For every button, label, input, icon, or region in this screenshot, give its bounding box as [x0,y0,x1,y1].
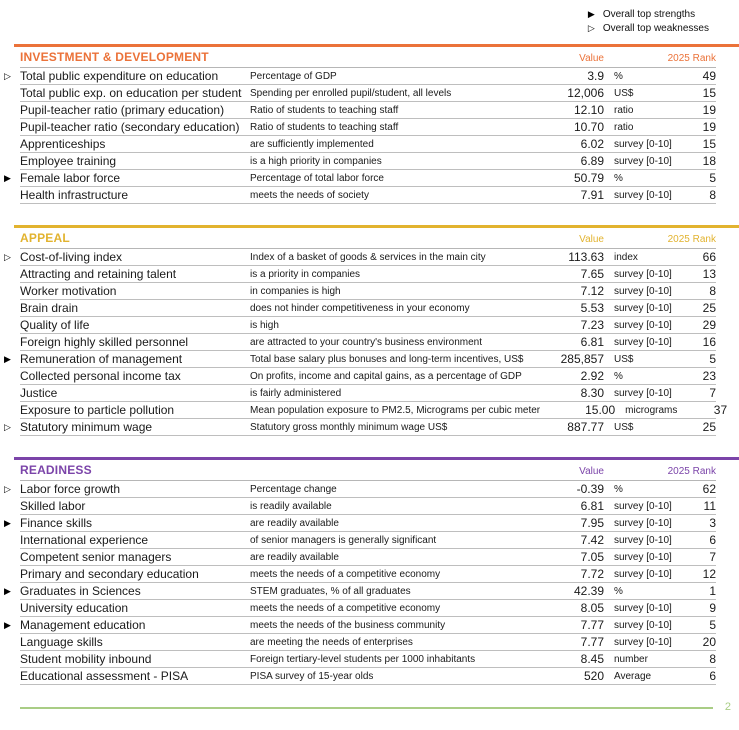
indicator-name: Statutory minimum wage [20,420,153,434]
indicator-unit: survey [0-10] [614,285,672,297]
indicator-description: is readily available [250,500,332,512]
indicator-name: Worker motivation [20,284,117,298]
indicator-rank: 11 [703,499,716,513]
indicator-description: are readily available [250,551,339,563]
legend-weaknesses-label: Overall top weaknesses [602,22,709,34]
indicator-unit: survey [0-10] [614,319,672,331]
section-header [20,228,716,249]
indicator-unit: number [614,653,648,665]
indicator-name: University education [20,601,129,615]
indicator-value: 7.42 [580,533,604,547]
indicator-rank: 15 [702,86,716,100]
indicator-unit: index [614,251,638,263]
indicator-rank: 19 [702,120,716,134]
indicator-description: are readily available [250,517,339,529]
indicator-description: is fairly administered [250,387,342,399]
indicator-description: Spending per enrolled pupil/student, all levels [250,87,452,99]
indicator-description: Percentage of total labor force [250,172,384,184]
indicator-description: Mean population exposure to PM2.5, Micrograms per cubic meter [250,404,541,416]
indicator-unit: survey [0-10] [614,551,672,563]
page-number: 2 [724,701,731,713]
indicator-description: in companies is high [250,285,341,297]
table-row [20,385,716,402]
indicator-description: is a high priority in companies [250,155,382,167]
indicator-description: Percentage change [250,483,337,495]
indicator-value: 8.05 [580,601,604,615]
indicator-rank: 5 [709,352,716,366]
table-row [20,136,716,153]
table-row [20,153,716,170]
table-row [4,481,716,498]
section-title: INVESTMENT & DEVELOPMENT [20,50,209,64]
weakness-triangle-icon: ▷ [4,71,11,81]
section-header [20,460,716,481]
table-row [4,617,716,634]
indicator-unit: ratio [614,104,634,116]
weakness-triangle-icon: ▷ [4,252,11,262]
indicator-unit: micrograms [625,404,678,416]
table-row [20,266,716,283]
indicator-value: 15.00 [585,403,616,417]
table-row [20,402,728,419]
footer [0,703,739,717]
indicator-rank: 7 [709,550,716,564]
indicator-unit: survey [0-10] [614,268,672,280]
indicator-value: 7.05 [580,550,604,564]
table-row [20,317,716,334]
footer-rule [20,707,713,709]
indicator-rank: 20 [702,635,716,649]
indicator-unit: survey [0-10] [614,189,672,201]
indicator-unit: survey [0-10] [614,138,672,150]
section-rows [4,68,716,204]
indicator-value: 6.81 [580,499,604,513]
indicator-rank: 12 [702,567,716,581]
indicator-name: Health infrastructure [20,188,129,202]
indicator-name: Apprenticeships [20,137,106,151]
indicator-name: Pupil-teacher ratio (primary education) [20,103,225,117]
indicator-name: Total public expenditure on education [20,69,219,83]
indicator-rank: 3 [709,516,716,530]
table-row [20,368,716,385]
rank-column-header: 2025 Rank [667,234,716,245]
indicator-name: Skilled labor [20,499,86,513]
indicator-description: of senior managers is generally significant [250,534,437,546]
legend-weaknesses [588,22,709,34]
indicator-rank: 6 [709,669,716,683]
indicator-value: 7.23 [580,318,604,332]
indicator-rank: 5 [709,171,716,185]
strength-triangle-icon: ▶ [4,354,11,364]
indicator-description: are meeting the needs of enterprises [250,636,413,648]
value-column-header: Value [579,466,604,477]
table-row [20,532,716,549]
indicator-value: 5.53 [580,301,604,315]
value-column-header: Value [579,234,604,245]
indicator-rank: 16 [702,335,716,349]
indicator-rank: 25 [702,301,716,315]
indicator-unit: % [614,70,623,82]
indicator-rank: 23 [702,369,716,383]
indicator-value: 7.95 [580,516,604,530]
indicator-value: 3.9 [587,69,604,83]
indicator-description: STEM graduates, % of all graduates [250,585,411,597]
indicator-name: Foreign highly skilled personnel [20,335,189,349]
table-row [4,583,716,600]
table-row [4,68,716,85]
table-row [4,249,716,266]
table-row [4,419,716,436]
indicator-value: 7.77 [580,635,604,649]
indicator-value: 8.30 [580,386,604,400]
indicator-description: Index of a basket of goods & services in the main city [250,251,486,263]
section [4,457,716,685]
table-row [20,549,716,566]
indicator-rank: 19 [702,103,716,117]
indicator-unit: % [614,585,623,597]
section [4,44,716,204]
weakness-triangle-icon: ▷ [4,484,11,494]
table-row [4,515,716,532]
indicator-name: Management education [20,618,146,632]
table-row [20,102,716,119]
table-row [4,170,716,187]
indicator-description: meets the needs of a competitive economy [250,568,441,580]
indicator-value: 6.81 [580,335,604,349]
indicator-rank: 6 [709,533,716,547]
indicator-rank: 62 [702,482,716,496]
weakness-triangle-icon: ▷ [587,23,595,33]
indicator-rank: 29 [702,318,716,332]
indicator-value: 12.10 [573,103,604,117]
indicator-name: Justice [20,386,58,400]
legend-strengths-label: Overall top strengths [602,8,696,20]
indicator-description: does not hinder competitiveness in your economy [250,302,470,314]
indicator-unit: survey [0-10] [614,155,672,167]
legend-strengths [588,8,709,20]
indicator-value: 7.65 [580,267,604,281]
sections-container [0,44,739,706]
indicator-name: Finance skills [20,516,93,530]
indicator-name: Total public exp. on education per student [20,86,242,100]
indicator-name: Employee training [20,154,117,168]
indicator-unit: survey [0-10] [614,568,672,580]
table-row [20,634,716,651]
indicator-value: 8.45 [580,652,604,666]
indicator-description: is high [250,319,279,331]
indicator-description: PISA survey of 15-year olds [250,670,374,682]
indicator-value: 2.92 [580,369,604,383]
rank-column-header: 2025 Rank [667,53,716,64]
indicator-rank: 7 [709,386,716,400]
indicator-description: meets the needs of the business community [250,619,446,631]
indicator-unit: US$ [614,87,634,99]
indicator-description: On profits, income and capital gains, as a percentage of GDP [250,370,522,382]
value-column-header: Value [579,53,604,64]
strength-triangle-icon: ▶ [4,173,11,183]
indicator-unit: survey [0-10] [614,302,672,314]
indicator-unit: % [614,483,623,495]
indicator-name: Competent senior managers [20,550,172,564]
indicator-name: Brain drain [20,301,79,315]
table-row [20,187,716,204]
indicator-rank: 8 [709,284,716,298]
indicator-rank: 37 [713,403,728,417]
indicator-name: Exposure to particle pollution [20,403,175,417]
indicator-rank: 13 [702,267,716,281]
indicator-description: Ratio of students to teaching staff [250,121,399,133]
indicator-description: Total base salary plus bonuses and long-term incentives, US$ [250,353,524,365]
indicator-unit: survey [0-10] [614,500,672,512]
indicator-name: Attracting and retaining talent [20,267,177,281]
indicator-name: Female labor force [20,171,121,185]
table-row [20,85,716,102]
indicator-name: Labor force growth [20,482,121,496]
section-title: APPEAL [20,231,70,245]
indicator-value: 10.70 [573,120,604,134]
indicator-description: Percentage of GDP [250,70,337,82]
indicator-unit: US$ [614,421,634,433]
indicator-value: 113.63 [568,250,604,264]
table-row [20,300,716,317]
indicator-name: Student mobility inbound [20,652,152,666]
indicator-value: 7.91 [580,188,604,202]
table-row [20,651,716,668]
indicator-name: Pupil-teacher ratio (secondary education) [20,120,240,134]
table-row [20,600,716,617]
indicator-unit: survey [0-10] [614,534,672,546]
indicator-unit: survey [0-10] [614,636,672,648]
section [4,225,728,436]
indicator-name: Quality of life [20,318,90,332]
indicator-rank: 8 [709,652,716,666]
indicator-rank: 15 [702,137,716,151]
section-title: READINESS [20,463,92,477]
strength-triangle-icon: ▶ [4,586,11,596]
indicator-name: Language skills [20,635,103,649]
indicator-unit: Average [614,670,652,682]
indicator-value: 50.79 [573,171,604,185]
table-row [20,119,716,136]
indicator-description: Statutory gross monthly minimum wage US$ [250,421,448,433]
table-row [20,498,716,515]
strength-triangle-icon: ▶ [4,620,11,630]
indicator-unit: ratio [614,121,634,133]
indicator-value: 7.72 [580,567,604,581]
table-row [20,283,716,300]
indicator-unit: survey [0-10] [614,602,672,614]
table-row [4,351,716,368]
indicator-unit: survey [0-10] [614,517,672,529]
table-row [20,566,716,583]
indicator-rank: 18 [702,154,716,168]
indicator-value: 6.02 [580,137,604,151]
indicator-description: Foreign tertiary-level students per 1000 inhabitants [250,653,476,665]
indicator-value: 285,857 [560,352,604,366]
indicator-name: Cost-of-living index [20,250,123,264]
indicator-rank: 1 [709,584,716,598]
indicator-value: -0.39 [576,482,604,496]
indicator-unit: US$ [614,353,634,365]
indicator-rank: 66 [702,250,716,264]
indicator-name: International experience [20,533,149,547]
indicator-unit: survey [0-10] [614,336,672,348]
indicator-value: 7.77 [580,618,604,632]
indicator-value: 42.39 [573,584,604,598]
indicator-unit: % [614,172,623,184]
indicator-name: Graduates in Sciences [20,584,141,598]
indicator-name: Remuneration of management [20,352,183,366]
section-rows [4,249,728,436]
legend [588,8,709,36]
indicator-unit: survey [0-10] [614,387,672,399]
indicator-rank: 5 [709,618,716,632]
indicator-unit: % [614,370,623,382]
indicator-description: Ratio of students to teaching staff [250,104,399,116]
indicator-description: meets the needs of society [250,189,369,201]
indicator-description: meets the needs of a competitive economy [250,602,441,614]
indicator-unit: survey [0-10] [614,619,672,631]
indicator-description: are attracted to your country's business environment [250,336,483,348]
indicator-rank: 49 [702,69,716,83]
weakness-triangle-icon: ▷ [4,422,11,432]
indicator-value: 12,006 [567,86,604,100]
indicator-description: are sufficiently implemented [250,138,374,150]
indicator-rank: 8 [709,188,716,202]
indicator-name: Primary and secondary education [20,567,199,581]
indicator-value: 6.89 [580,154,604,168]
table-row [20,334,716,351]
indicator-value: 7.12 [580,284,604,298]
indicator-value: 887.77 [567,420,604,434]
table-row [20,668,716,685]
indicator-name: Educational assessment - PISA [20,669,189,683]
indicator-name: Collected personal income tax [20,369,181,383]
strength-triangle-icon: ▶ [587,9,595,19]
rank-column-header: 2025 Rank [667,466,716,477]
indicator-rank: 25 [702,420,716,434]
indicator-value: 520 [583,669,604,683]
section-rows [4,481,716,685]
indicator-rank: 9 [709,601,716,615]
section-header [20,47,716,68]
indicator-description: is a priority in companies [250,268,361,280]
strength-triangle-icon: ▶ [4,518,11,528]
